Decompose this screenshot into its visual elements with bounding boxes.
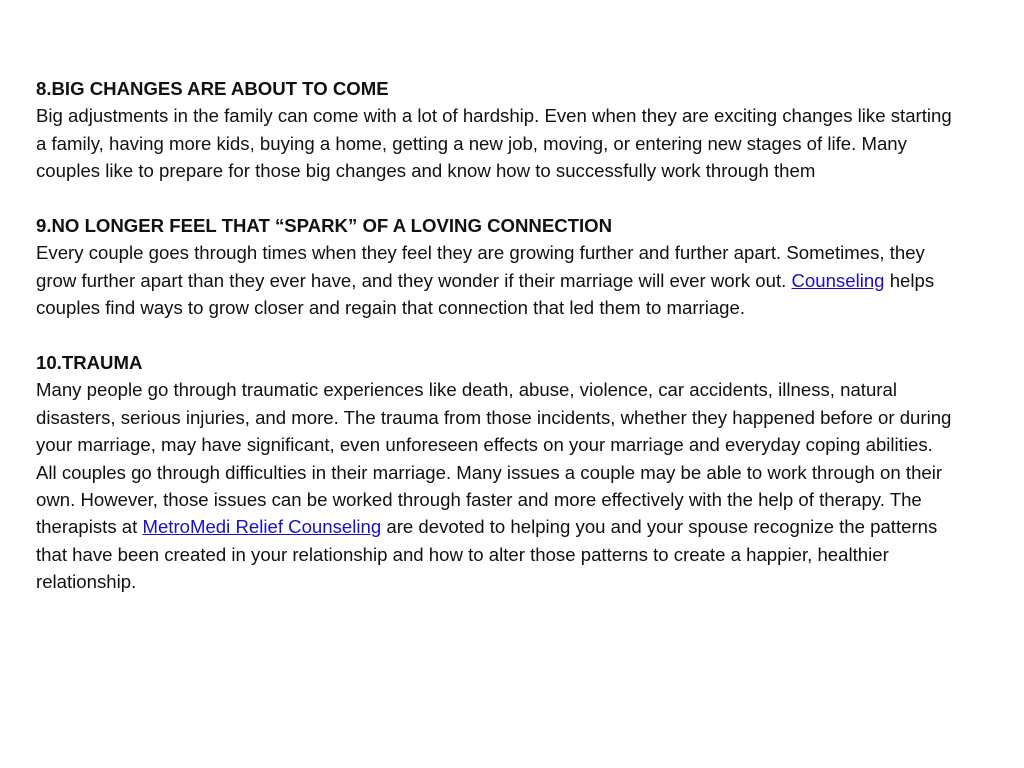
metromedi-counseling-link[interactable]: MetroMedi Relief Counseling: [142, 516, 382, 538]
body-text: Every couple goes through times when they feel they are growing further and further apart. Sometimes, they grow further apart than they ever have, and they wonder if their marriage will ever work out.: [36, 242, 925, 291]
section-heading: 9.NO LONGER FEEL THAT “SPARK” OF A LOVING CONNECTION: [36, 215, 613, 237]
section-heading: 10.TRAUMA: [36, 352, 143, 374]
body-text: All couples go through difficulties in their marriage. Many issues a couple may be able to work through on their own. However, those issues can be worked through faster and more effectively with the help of therapy. The therapists at: [36, 461, 943, 538]
closing-paragraph: [36, 459, 966, 596]
section-body: Big adjustments in the family can come with a lot of hardship. Even when they are exciting changes like starting a family, having more kids, buying a home, getting a new job, moving, or entering new stages of life. Many couples like to prepare for those big changes and know how to successfully work through them: [36, 105, 952, 182]
counseling-link[interactable]: Counseling: [791, 269, 885, 291]
body-text: helps couples find ways to grow closer and regain that connection that led them to marriage.: [36, 269, 935, 319]
section-body: Many people go through traumatic experiences like death, abuse, violence, car accidents, illness, natural disasters, serious injuries, and more. The trauma from those incidents, whether they happened before or during your marriage, may have significant, even unforeseen effects on your marriage and everyday coping abilities.: [36, 379, 952, 456]
section-body: [36, 239, 966, 321]
section-spark: [36, 212, 966, 322]
slide-content: [36, 75, 966, 596]
section-trauma: [36, 349, 966, 596]
body-text: are devoted to helping you and your spouse recognize the patterns that have been created in your relationship and how to alter those patterns to create a happier, healthier relationship.: [36, 516, 938, 593]
section-heading: 8.BIG CHANGES ARE ABOUT TO COME: [36, 78, 389, 99]
section-big-changes: [36, 75, 966, 185]
